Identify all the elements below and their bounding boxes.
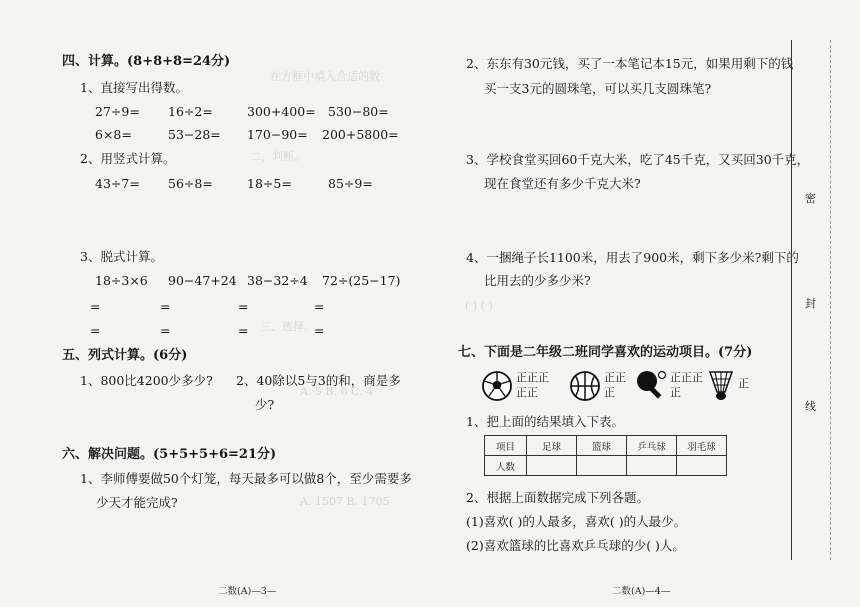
page-footer-left: 二数(A)—3—: [218, 586, 277, 597]
question-6-1-cont: 少天才能完成?: [96, 495, 178, 510]
mental-math-item: 16÷2=: [168, 104, 213, 119]
seal-char-feng: 封: [805, 297, 816, 310]
answer-cell[interactable]: [627, 456, 677, 476]
binding-dashed-line: [830, 40, 831, 560]
question-5-2-cont: 少?: [255, 397, 275, 412]
equals-sign: =: [238, 323, 249, 338]
mental-math-item: 300+400=: [247, 104, 316, 119]
question-6-4-cont: 比用去的少多少米?: [484, 273, 591, 288]
section-5-title: 五、列式计算。(6分): [62, 348, 188, 363]
equals-sign: =: [314, 323, 325, 338]
section-7-title: 七、下面是二年级二班同学喜欢的运动项目。(7分): [458, 345, 753, 360]
table-row: [485, 436, 727, 456]
table-row-label: 人数: [485, 456, 527, 476]
mental-math-item: 170−90=: [247, 127, 308, 142]
mental-math-item: 27÷9=: [95, 104, 140, 119]
show-through-text: ( ) ( ): [465, 300, 493, 313]
answer-cell[interactable]: [577, 456, 627, 476]
question-5-1: 1、800比4200少多少?: [80, 373, 213, 388]
show-through-text: A. 1507 B. 1705: [300, 495, 390, 508]
sports-table: [484, 435, 727, 476]
question-7-2: 2、根据上面数据完成下列各题。: [466, 490, 649, 505]
question-6-2: 2、东东有30元钱，买了一本笔记本15元，如果用剩下的钱: [466, 56, 794, 71]
vertical-calc-item: 85÷9=: [328, 176, 373, 191]
answer-cell[interactable]: [677, 456, 727, 476]
vertical-calc-item: 18÷5=: [247, 176, 292, 191]
vertical-calc-item: 56÷8=: [168, 176, 213, 191]
mental-math-item: 200+5800=: [322, 127, 399, 142]
show-through-text: A. 5 B. 6 C. 4: [300, 385, 374, 398]
table-header-cell: 足球: [527, 436, 577, 456]
question-7-1: 1、把上面的结果填入下表。: [466, 414, 624, 429]
step-calc-item: 18÷3×6: [95, 273, 148, 288]
question-6-3: 3、学校食堂买回60千克大米，吃了45千克，又买回30千克，: [466, 152, 810, 167]
soccer-tally-line1: 正正正: [516, 371, 549, 384]
equals-sign: =: [314, 299, 325, 314]
equals-sign: =: [238, 299, 249, 314]
question-7-2-2: (2)喜欢篮球的比喜欢乒乓球的少( )人。: [466, 538, 685, 553]
question-7-2-1: (1)喜欢( )的人最多，喜欢( )的人最少。: [466, 514, 687, 529]
shuttlecock-tally-line1: 正: [738, 377, 749, 390]
question-4-2: 2、用竖式计算。: [80, 151, 176, 166]
show-through-text: 在方框中填入合适的数: [270, 70, 380, 83]
section-4-title: 四、计算。(8+8+8=24分): [62, 54, 231, 69]
question-6-3-cont: 现在食堂还有多少千克大米?: [484, 176, 641, 191]
step-calc-item: 72÷(25−17): [322, 273, 401, 288]
seal-char-mi: 密: [805, 192, 816, 205]
ping-pong-tally-line1: 正正正: [670, 371, 703, 384]
ping-pong-icon: [634, 368, 668, 402]
vertical-calc-item: 43÷7=: [95, 176, 140, 191]
basketball-tally-line2: 正: [604, 386, 615, 399]
soccer-tally-line2: 正正: [516, 386, 538, 399]
step-calc-item: 90−47+24: [168, 273, 237, 288]
basketball-tally-line1: 正正: [604, 371, 626, 384]
shuttlecock-icon: [706, 368, 736, 402]
question-6-2-cont: 买一支3元的圆珠笔，可以买几支圆珠笔?: [484, 81, 712, 96]
mental-math-item: 530−80=: [328, 104, 389, 119]
binding-line: [791, 40, 792, 560]
equals-sign: =: [160, 299, 171, 314]
equals-sign: =: [160, 323, 171, 338]
show-through-text: 三、选择。: [260, 320, 315, 333]
question-4-3: 3、脱式计算。: [80, 249, 163, 264]
table-header-cell: 篮球: [577, 436, 627, 456]
mental-math-item: 53−28=: [168, 127, 221, 142]
soccer-ball-icon: [481, 370, 513, 402]
table-header-cell: 项目: [485, 436, 527, 456]
basketball-icon: [569, 370, 601, 402]
mental-math-item: 6×8=: [95, 127, 132, 142]
question-5-2: 2、40除以5与3的和，商是多: [236, 373, 401, 388]
equals-sign: =: [90, 299, 101, 314]
table-header-cell: 羽毛球: [677, 436, 727, 456]
table-row: [485, 456, 727, 476]
question-6-4: 4、一捆绳子长1100米，用去了900米，剩下多少米?剩下的: [466, 250, 799, 265]
question-6-1: 1、李师傅要做50个灯笼，每天最多可以做8个，至少需要多: [80, 471, 412, 486]
equals-sign: =: [90, 323, 101, 338]
section-6-title: 六、解决问题。(5+5+5+6=21分): [62, 447, 277, 462]
question-4-1: 1、直接写出得数。: [80, 80, 188, 95]
table-header-cell: 乒乓球: [627, 436, 677, 456]
page-footer-right: 二数(A)—4—: [612, 586, 671, 597]
answer-cell[interactable]: [527, 456, 577, 476]
seal-char-xian: 线: [805, 400, 816, 413]
ping-pong-tally-line2: 正: [670, 386, 681, 399]
show-through-text: 二、判断。: [250, 150, 305, 163]
step-calc-item: 38−32÷4: [247, 273, 308, 288]
